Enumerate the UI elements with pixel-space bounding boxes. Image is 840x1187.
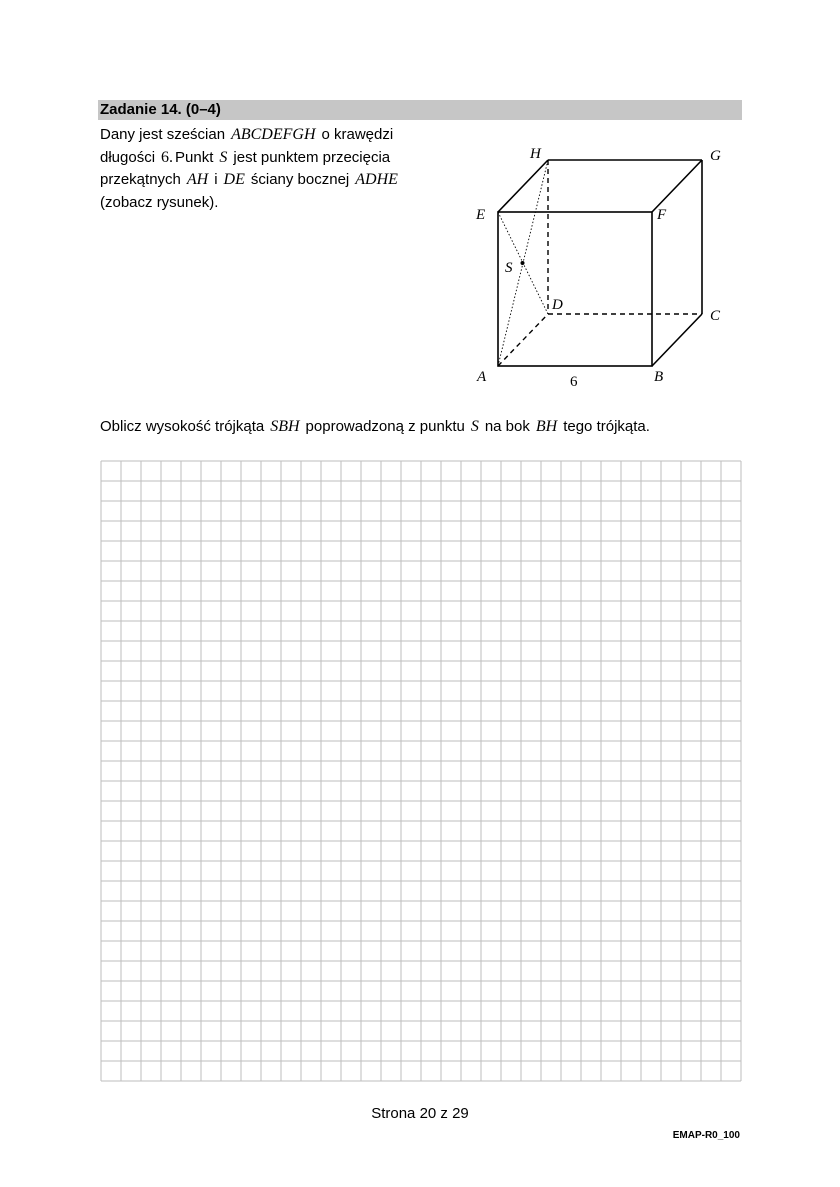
task-line-2 (100, 147, 440, 170)
math-point: S (470, 418, 479, 435)
math-diag-de: DE (223, 171, 245, 188)
math-triangle: SBH (270, 418, 300, 435)
math-diag-ah: AH (186, 171, 209, 188)
edge-bc (652, 314, 702, 366)
math-cube-name: ABCDEFGH (231, 126, 316, 143)
text-fragment: Dany jest sześcian (100, 126, 226, 143)
task-line-3 (100, 169, 440, 192)
text-fragment: długości (100, 148, 156, 166)
cube-figure (460, 138, 740, 400)
question-text (100, 418, 760, 436)
task-text (100, 124, 440, 214)
text-fragment: Oblicz wysokość trójkąta (100, 418, 265, 435)
label-g: G (710, 148, 721, 164)
task-line-1 (100, 124, 440, 147)
math-point-s: S (219, 148, 228, 166)
label-d: D (552, 297, 563, 313)
text-fragment: jest punktem przecięcia (233, 148, 391, 166)
text-fragment: Punkt (175, 148, 214, 166)
front-face (498, 212, 652, 366)
math-face: ADHE (355, 171, 398, 188)
label-a: A (477, 369, 487, 385)
answer-grid-svg (100, 460, 742, 1082)
text-fragment: poprowadzoną z punktu (305, 418, 465, 435)
label-c: C (710, 308, 721, 324)
text-fragment: przekątnych (100, 171, 181, 188)
label-e: E (476, 207, 486, 223)
task-title: Zadanie 14. (0–4) (100, 101, 221, 118)
task-line-4: (zobacz rysunek). (100, 193, 219, 211)
text-fragment: ściany bocznej (250, 171, 350, 188)
cube-svg (460, 138, 740, 400)
answer-grid[interactable] (100, 460, 742, 1082)
text-fragment: na bok (484, 418, 530, 435)
point-s (521, 261, 525, 265)
edge-ad (498, 314, 548, 366)
text-fragment: tego trójkąta. (563, 418, 650, 435)
cube-visible-edges (498, 160, 702, 366)
label-h: H (530, 146, 541, 162)
label-b: B (654, 369, 664, 385)
math-edge: 6. (161, 148, 174, 166)
label-edge-length: 6 (570, 374, 578, 390)
page-number: Strona 20 z 29 (371, 1105, 469, 1122)
label-f: F (657, 207, 667, 223)
task-header (98, 100, 742, 120)
edge-fg (652, 160, 702, 212)
text-fragment: o krawędzi (321, 126, 394, 143)
text-fragment: i (214, 171, 218, 188)
exam-code: EMAP-R0_100 (672, 1130, 740, 1141)
math-side: BH (535, 418, 558, 435)
label-s: S (505, 260, 513, 276)
edge-eh (498, 160, 548, 212)
